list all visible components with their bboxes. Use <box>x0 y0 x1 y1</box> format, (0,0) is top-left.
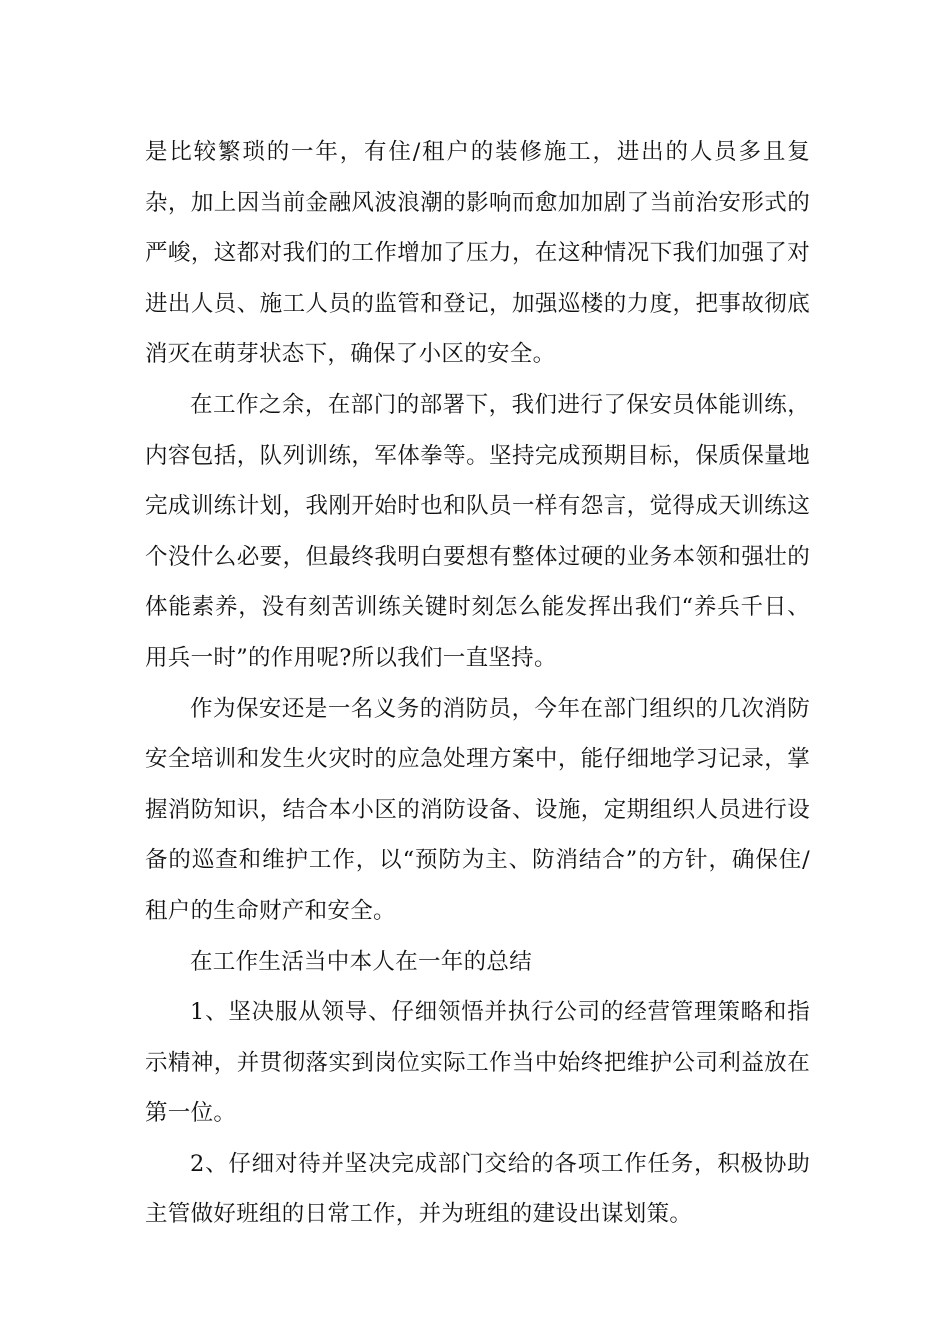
document-body <box>145 127 810 1240</box>
paragraph-3: 作为保安还是一名义务的消防员，今年在部门组织的几次消防安全培训和发生火灾时的应急处理方案中，能仔细地学习记录，掌握消防知识，结合本小区的消防设备、设施，定期组织人员进行设备的巡查和维护工作，以“预防为主、防消结合”的方针，确保住/租户的生命财产和安全。 <box>145 695 810 924</box>
paragraph-1: 是比较繁琐的一年，有住/租户的装修施工，进出的人员多且复杂，加上因当前金融风波浪潮的影响而愈加加剧了当前治安形式的严峻，这都对我们的工作增加了压力，在这种情况下我们加强了对进出人员、施工人员的监管和登记，加强巡楼的力度，把事故彻底消灭在萌芽状态下，确保了小区的安全。 <box>145 139 810 368</box>
paragraph-4-heading: 在工作生活当中本人在一年的总结 <box>190 948 533 975</box>
paragraph-6-list-item-2: 2、仔细对待并坚决完成部门交给的各项工作任务，积极协助主管做好班组的日常工作，并为班组的建设出谋划策。 <box>145 1150 810 1228</box>
paragraph-5-list-item-1: 1、坚决服从领导、仔细领悟并执行公司的经营管理策略和指示精神，并贯彻落实到岗位实际工作当中始终把维护公司利益放在第一位。 <box>145 999 810 1127</box>
paragraph-2: 在工作之余，在部门的部署下，我们进行了保安员体能训练，内容包括，队列训练，军体拳等。坚持完成预期目标，保质保量地完成训练计划，我刚开始时也和队员一样有怨言，觉得成天训练这个没什么必要，但最终我明白要想有整体过硬的业务本领和强壮的体能素养，没有刻苦训练关键时刻怎么能发挥出我们“养兵千日、用兵一时”的作用呢?所以我们一直坚持。 <box>145 391 810 671</box>
